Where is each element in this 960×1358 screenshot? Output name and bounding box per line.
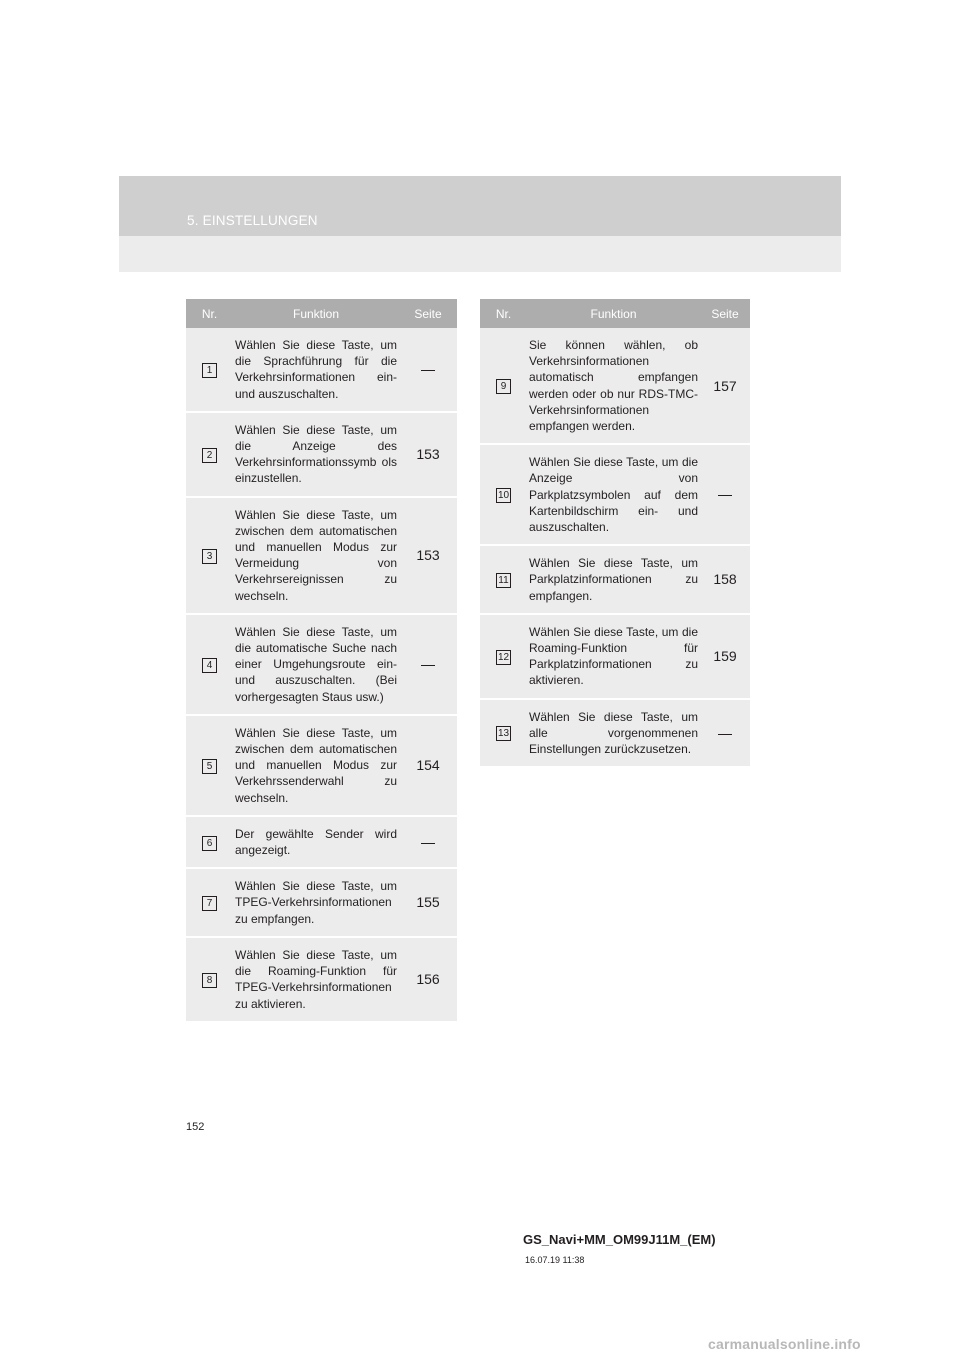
- document-date: 16.07.19 11:38: [525, 1255, 585, 1265]
- page-reference: 156: [399, 937, 457, 1022]
- no-page-dash: [718, 495, 732, 496]
- watermark: carmanualsonline.info: [708, 1336, 861, 1352]
- table-row: [186, 816, 457, 868]
- function-text: Wählen Sie diese Taste, um zwischen dem automatischen und manuellen Modus zur Verkehrssenderwahl zu wechseln.: [233, 715, 399, 816]
- table-header-row: [186, 299, 457, 328]
- row-number-cell: [186, 816, 233, 868]
- function-text: Wählen Sie diese Taste, um die Roaming-Funktion für TPEG-Verkehrsinformationen zu aktivieren.: [233, 937, 399, 1022]
- function-table-right: [480, 299, 750, 768]
- number-badge: 9: [496, 379, 511, 394]
- row-number-cell: [186, 937, 233, 1022]
- table-row: [186, 328, 457, 412]
- number-badge: 2: [202, 448, 217, 463]
- section-title: 5. EINSTELLUNGEN: [187, 213, 318, 228]
- page-reference-cell: [399, 816, 457, 868]
- table-header-row: [480, 299, 750, 328]
- page-reference-cell: [399, 614, 457, 715]
- function-text: Sie können wählen, ob Verkehrsinformationen automatisch empfangen werden oder ob nur RDS-TMC-Verkehrsinformationen empfangen werden.: [527, 328, 700, 444]
- column-header-funktion: Funktion: [527, 299, 700, 328]
- row-number-cell: [186, 412, 233, 497]
- table-row: [480, 614, 750, 699]
- row-number-cell: [186, 497, 233, 614]
- row-number-cell: [480, 328, 527, 444]
- table-row: [480, 545, 750, 614]
- number-badge: 5: [202, 759, 217, 774]
- page-reference: 153: [399, 497, 457, 614]
- number-badge: 7: [202, 896, 217, 911]
- table-row: [186, 937, 457, 1022]
- no-page-dash: [718, 734, 732, 735]
- no-page-dash: [421, 843, 435, 844]
- number-badge: 8: [202, 973, 217, 988]
- row-number-cell: [186, 715, 233, 816]
- function-text: Wählen Sie diese Taste, um die Roaming-Funktion für Parkplatzinformationen zu aktivieren.: [527, 614, 700, 699]
- number-badge: 3: [202, 549, 217, 564]
- row-number-cell: [186, 614, 233, 715]
- function-text: Wählen Sie diese Taste, um die Anzeige von Parkplatzsymbolen auf dem Kartenbildschirm ein- und auszuschalten.: [527, 444, 700, 545]
- number-badge: 11: [496, 573, 511, 588]
- table-row: [186, 868, 457, 937]
- function-table-left: [186, 299, 457, 1023]
- page-reference-cell: [399, 328, 457, 412]
- number-badge: 10: [497, 490, 510, 502]
- function-text: Wählen Sie diese Taste, um TPEG-Verkehrsinformationen zu empfangen.: [233, 868, 399, 937]
- page-reference: 153: [399, 412, 457, 497]
- number-badge: 12: [497, 651, 510, 663]
- number-badge: 4: [202, 658, 217, 673]
- page-reference-cell: [700, 444, 750, 545]
- table-row: [480, 699, 750, 768]
- table-row: [186, 497, 457, 614]
- page-reference: 155: [399, 868, 457, 937]
- column-header-seite: Seite: [700, 299, 750, 328]
- function-text: Wählen Sie diese Taste, um Parkplatzinformationen zu empfangen.: [527, 545, 700, 614]
- function-text: Wählen Sie diese Taste, um alle vorgenommenen Einstellungen zurückzusetzen.: [527, 699, 700, 768]
- table-row: [186, 412, 457, 497]
- row-number-cell: [480, 699, 527, 768]
- number-badge: 6: [202, 836, 217, 851]
- page-reference: 159: [700, 614, 750, 699]
- function-text: Wählen Sie diese Taste, um zwischen dem automatischen und manuellen Modus zur Vermeidung von Verkehrsereignissen zu wechseln.: [233, 497, 399, 614]
- column-header-nr: Nr.: [480, 299, 527, 328]
- function-text: Wählen Sie diese Taste, um die automatische Suche nach einer Umgehungsroute ein- und auszuschalten. (Bei vorhergesagten Staus usw.): [233, 614, 399, 715]
- function-text: Wählen Sie diese Taste, um die Sprachführung für die Verkehrsinformationen ein- und auszuschalten.: [233, 328, 399, 412]
- column-header-seite: Seite: [399, 299, 457, 328]
- no-page-dash: [421, 665, 435, 666]
- row-number-cell: [480, 614, 527, 699]
- function-text: Der gewählte Sender wird angezeigt.: [233, 816, 399, 868]
- row-number-cell: [480, 545, 527, 614]
- row-number-cell: [186, 328, 233, 412]
- page-reference: 154: [399, 715, 457, 816]
- column-header-funktion: Funktion: [233, 299, 399, 328]
- number-badge: 13: [497, 728, 510, 740]
- row-number-cell: [480, 444, 527, 545]
- function-text: Wählen Sie diese Taste, um die Anzeige des Verkehrsinformationssymb ols einzustellen.: [233, 412, 399, 497]
- header-band: [119, 176, 841, 272]
- column-header-nr: Nr.: [186, 299, 233, 328]
- number-badge: 1: [202, 363, 217, 378]
- table-row: [480, 444, 750, 545]
- page-reference: 157: [700, 328, 750, 444]
- no-page-dash: [421, 370, 435, 371]
- table-row: [186, 614, 457, 715]
- header-bar: [119, 176, 841, 236]
- row-number-cell: [186, 868, 233, 937]
- table-row: [480, 328, 750, 444]
- document-code: GS_Navi+MM_OM99J11M_(EM): [523, 1232, 716, 1247]
- page-reference: 158: [700, 545, 750, 614]
- page-number: 152: [186, 1121, 205, 1133]
- page-reference-cell: [700, 699, 750, 768]
- table-row: [186, 715, 457, 816]
